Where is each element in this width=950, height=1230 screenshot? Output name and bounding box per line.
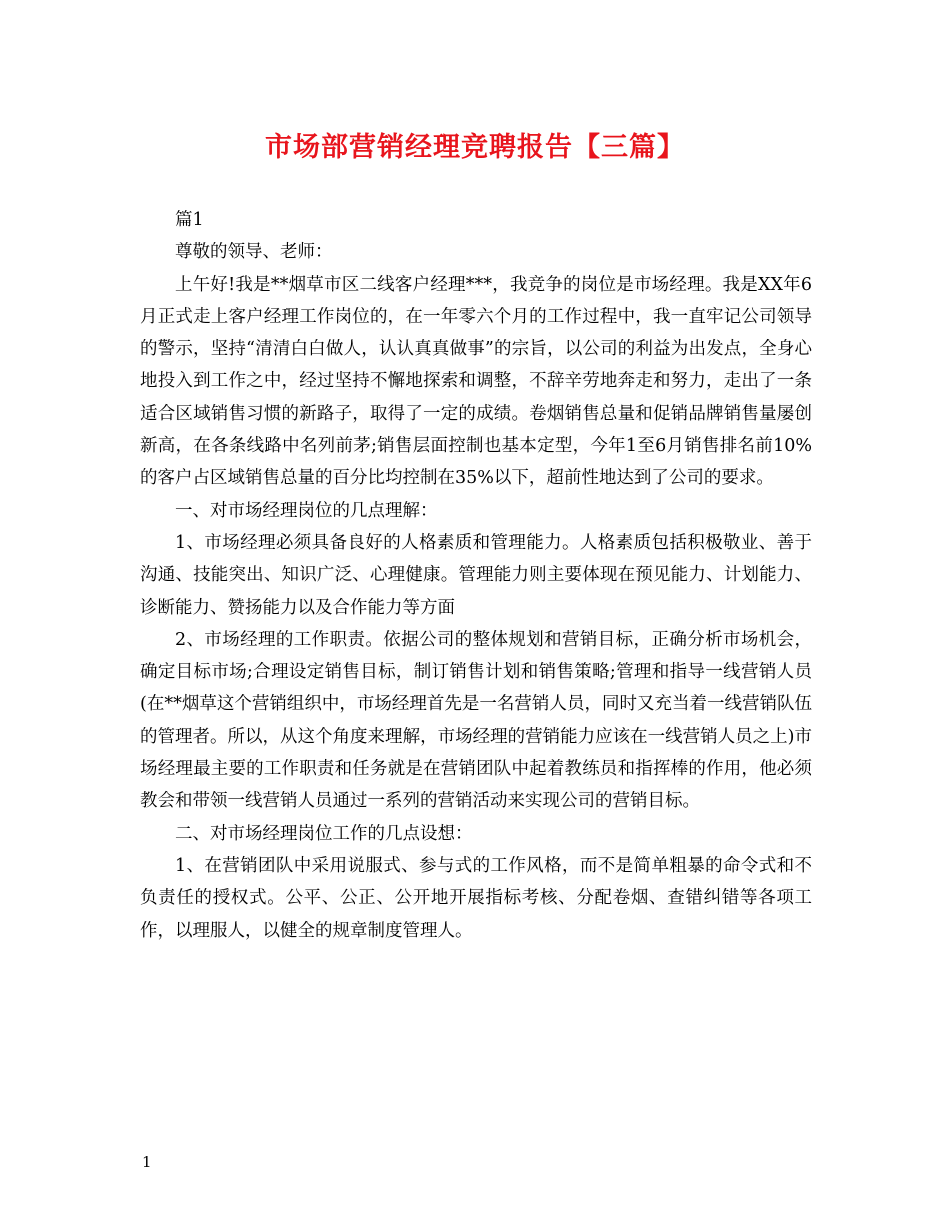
section-heading-understanding: 一、对市场经理岗位的几点理解： [175, 500, 438, 521]
document-title: 市场部营销经理竞聘报告【三篇】 [265, 132, 685, 163]
salutation: 尊敬的领导、老师： [175, 242, 333, 263]
paragraph-qualities: 1、市场经理必须具备良好的人格素质和管理能力。人格素质包括积极敬业、善于沟通、技能突出、知识广泛、心理健康。管理能力则主要体现在预见能力、计划能力、诊断能力、赞扬能力以及合作能力等方面 [140, 532, 812, 618]
document-body [140, 204, 812, 947]
paragraph-work-style: 1、在营销团队中采用说服式、参与式的工作风格，而不是简单粗暴的命令式和不负责任的授权式。公平、公正、公开地开展指标考核、分配卷烟、查错纠错等各项工作，以理服人，以健全的规章制度管理人。 [140, 855, 812, 941]
section-heading-pian1: 篇1 [175, 210, 204, 230]
page-number: 1 [142, 1153, 152, 1171]
paragraph-duties: 2、市场经理的工作职责。依据公司的整体规划和营销目标，正确分析市场机会，确定目标市场;合理设定销售目标，制订销售计划和销售策略;管理和指导一线营销人员(在**烟草这个营销组织中，市场经理首先是一名营销人员，同时又充当着一线营销队伍的管理者。所以，从这个角度来理解，市场经理的营销能力应该在一线营销人员之上)市场经理最主要的工作职责和任务就是在营销团队中起着教练员和指挥棒的作用，他必须教会和带领一线营销人员通过一系列的营销活动来实现公司的营销目标。 [140, 629, 812, 812]
section-heading-ideas: 二、对市场经理岗位工作的几点设想： [175, 823, 473, 844]
intro-paragraph: 上午好!我是**烟草市区二线客户经理***，我竞争的岗位是市场经理。我是XX年6月正式走上客户经理工作岗位的，在一年零六个月的工作过程中，我一直牢记公司领导的警示，坚持“清清白白做人，认认真真做事”的宗旨，以公司的利益为出发点，全身心地投入到工作之中，经过坚持不懈地探索和调整，不辞辛劳地奔走和努力，走出了一条适合区域销售习惯的新路子，取得了一定的成绩。卷烟销售总量和促销品牌销售量屡创新高，在各条线路中名列前茅;销售层面控制也基本定型，今年1至6月销售排名前10%的客户占区域销售总量的百分比均控制在35%以下，超前性地达到了公司的要求。 [140, 274, 812, 489]
